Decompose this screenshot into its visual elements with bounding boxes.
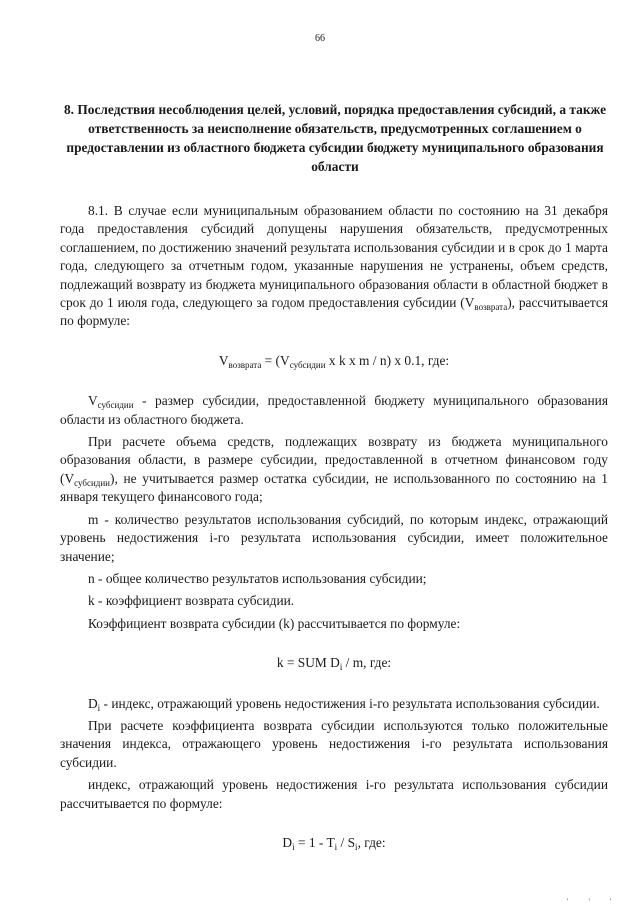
formula-index: $D_i = 1 - T_i / S_i$, где: — [282, 834, 386, 852]
paragraph-k-formula-intro: Коэффициент возврата субсидии (k) рассчитывается по формуле: — [88, 615, 461, 631]
formula-return-coefficient: k = SUM $D_i$ / m, где: — [276, 655, 392, 673]
formula-return-volume: $V_{возврата} = (V_{субсидии}$ x k x m / n) x 0.1, где: — [218, 352, 450, 370]
paragraph-index-formula-intro: индекс, отражающий уровень недостижения i-го результата использования субсидии рассчитывается по формуле: — [60, 777, 608, 811]
definition-m: m - количество результатов использования субсидий, по которым индекс, отражающий уровень недостижения i-го результата использования субсидии, имеет положительное значение; — [60, 511, 608, 564]
definition-v-subsidy: $V_{субсидии}$ - размер субсидии, предоставленной бюджету муниципального образования области из областного бюджета. — [60, 393, 608, 427]
definition-k: k - коэффициент возврата субсидии. — [88, 593, 295, 609]
paragraph-positive-values: При расчете коэффициента возврата субсидии используются только положительные значения индекса, отражающего уровень недостижения i-го результата использования субсидии. — [60, 717, 608, 770]
scan-marks: ' ' ' — [567, 897, 621, 906]
section-heading: 8. Последствия несоблюдения целей, условий, порядка предоставления субсидий, а также ответственность за неисполнение обязательств, предусмотренных соглашением о предоставлении из областного бюджета субсидии бюджету муниципального образования области — [63, 102, 607, 174]
paragraph-8-1: 8.1. В случае если муниципальным образованием области по состоянию на 31 декабря года предоставления субсидий допущены нарушения обязательств, предусмотренных соглашением, по достижению значений результата использования субсидии и в срок до 1 марта года, следующего за отчетным годом, указанные нарушения не устранены, объем средств, подлежащий возврату из бюджета муниципального образования области в областной бюджет в срок до 1 июля года, следующего за годом предоставления субсидии $(V_{возврата})$, рассчитывается по формуле: — [60, 203, 609, 329]
document-body — [60, 202, 608, 874]
definition-n: n - общее количество результатов использования субсидии; — [88, 570, 427, 586]
definition-d-index: $D_i$ - индекс, отражающий уровень недостижения i-го результата использования субсидии. — [88, 695, 600, 713]
paragraph-calculation-note: При расчете объема средств, подлежащих возврату из бюджета муниципального образования области, в размере субсидии, предоставленной в отчетном финансовом году $(V_{субсидии})$, не учитывается размер остатка субсидии, не использованного по состоянию на 1 января текущего финансового года; — [60, 434, 608, 505]
page-number: 66 — [315, 33, 325, 44]
